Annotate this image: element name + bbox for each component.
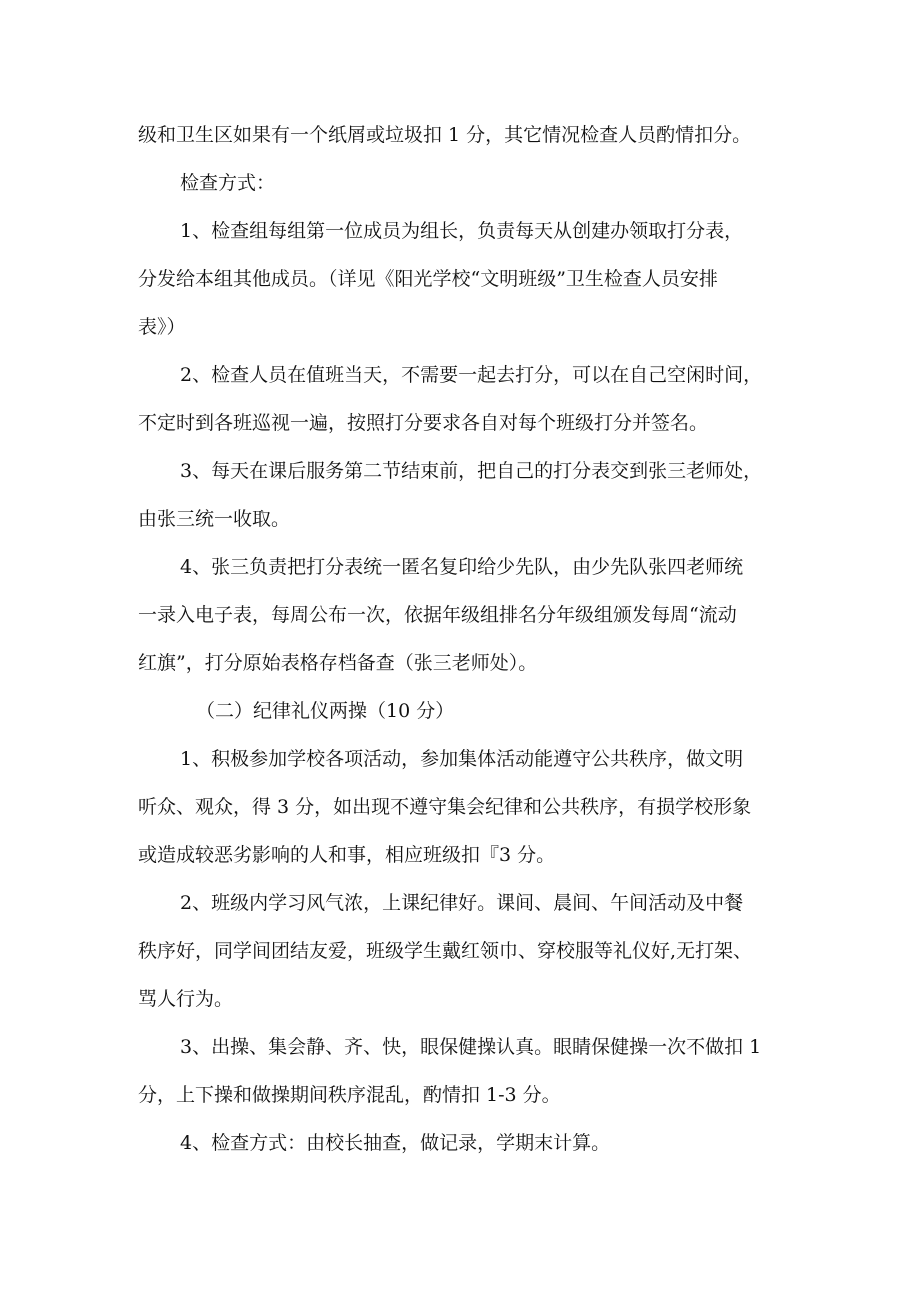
text-line: 4、检查方式：由校长抽查，做记录，学期末计算。 bbox=[180, 1132, 611, 1154]
text-line: 骂人行为。 bbox=[138, 988, 234, 1010]
text-line: 2、班级内学习风气浓，上课纪律好。课间、晨间、午间活动及中餐 bbox=[180, 892, 744, 914]
text-line: 不定时到各班巡视一遍，按照打分要求各自对每个班级打分并签名。 bbox=[138, 412, 709, 434]
text-line: 或造成较恶劣影响的人和事，相应班级扣『3 分。 bbox=[138, 844, 556, 866]
text-line: 4、张三负责把打分表统一匿名复印给少先队，由少先队张四老师统 bbox=[180, 556, 744, 578]
text-line: 红旗”，打分原始表格存档备查（张三老师处）。 bbox=[138, 652, 538, 674]
text-line: 分，上下操和做操期间秩序混乱，酌情扣 1-3 分。 bbox=[138, 1084, 561, 1106]
text-line: 表》） bbox=[138, 316, 186, 338]
text-line: 2、检查人员在值班当天，不需要一起去打分，可以在自己空闲时间， bbox=[180, 364, 763, 386]
text-line: 1、检查组每组第一位成员为组长，负责每天从创建办领取打分表， bbox=[180, 220, 744, 242]
text-line: 秩序好，同学间团结友爱，班级学生戴红领巾、穿校服等礼仪好,无打架、 bbox=[138, 940, 753, 962]
text-line: 分发给本组其他成员。（详见《阳光学校“文明班级”卫生检查人员安排 bbox=[138, 268, 718, 290]
text-line: 由张三统一收取。 bbox=[138, 508, 291, 530]
text-line: 3、每天在课后服务第二节结束前，把自己的打分表交到张三老师处， bbox=[180, 460, 763, 482]
text-line: 听众、观众，得 3 分，如出现不遵守集会纪律和公共秩序，有损学校形象 bbox=[138, 796, 752, 818]
text-line: 检查方式： bbox=[180, 172, 276, 194]
text-line: 3、出操、集会静、齐、快，眼保健操认真。眼睛保健操一次不做扣 1 bbox=[180, 1036, 762, 1058]
text-line: 级和卫生区如果有一个纸屑或垃圾扣 1 分，其它情况检查人员酌情扣分。 bbox=[138, 124, 752, 146]
section-heading: （二）纪律礼仪两操（10 分） bbox=[196, 700, 455, 722]
text-line: 1、积极参加学校各项活动，参加集体活动能遵守公共秩序，做文明 bbox=[180, 748, 744, 770]
text-line: 一录入电子表，每周公布一次，依据年级组排名分年级组颁发每周“流动 bbox=[138, 604, 737, 626]
